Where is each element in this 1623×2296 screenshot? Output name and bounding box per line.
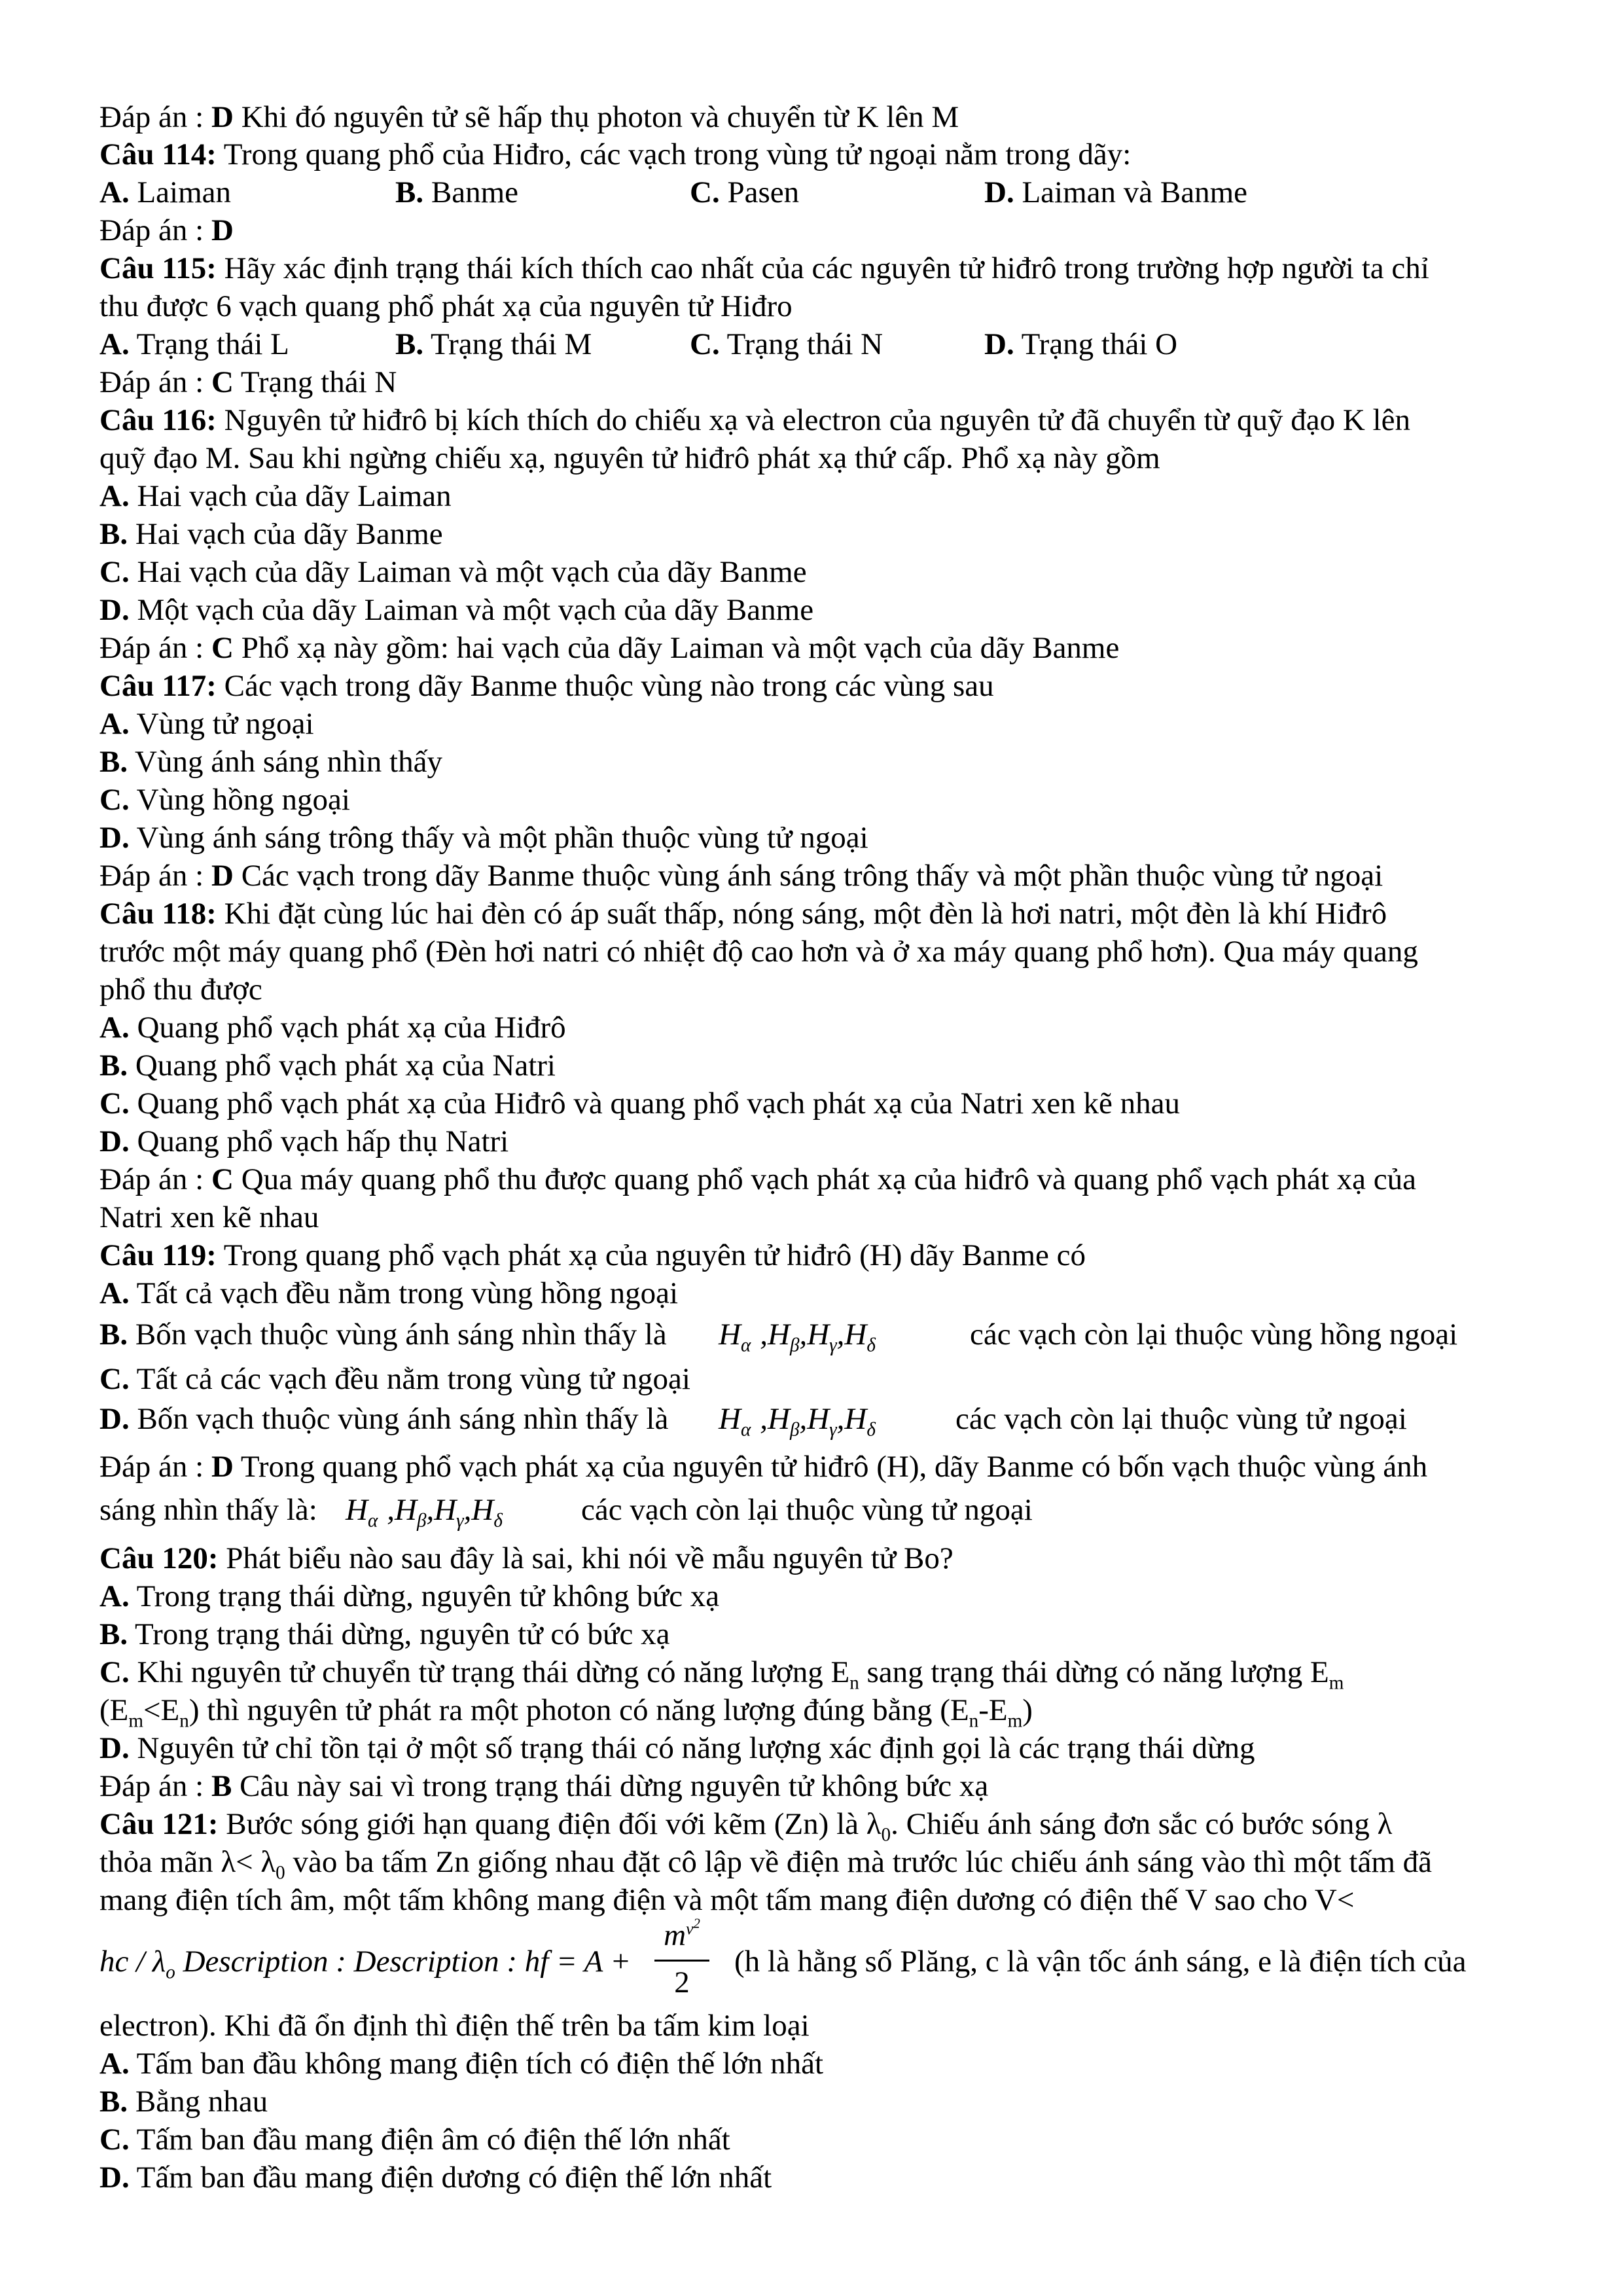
option-b: B. Quang phổ vạch phát xạ của Natri xyxy=(99,1049,556,1083)
question-121-line2: thỏa mãn $\lambda< \lambda_0$ vào ba tấm Zn giống nhau đặt cô lập về điện mà trước lúc chiếu ánh sáng vào thì một tấm đã xyxy=(99,1845,1432,1884)
option-a: A. Vùng tử ngoại xyxy=(99,707,314,741)
question-114 xyxy=(99,135,1131,173)
answer-120: Đáp án : B Câu này sai vì trong trạng thái dừng nguyên tử không bức xạ xyxy=(99,1769,989,1803)
question-117: Câu 117: Các vạch trong dãy Banme thuộc vùng nào trong các vùng sau xyxy=(99,669,994,703)
answer-letter: D xyxy=(211,100,234,134)
option-a: A. Tấm ban đầu không mang điện tích có điện thế lớn nhất xyxy=(99,2047,824,2081)
fraction-denominator: 2 xyxy=(674,1965,690,2000)
option-b: B. Vùng ánh sáng nhìn thấy xyxy=(99,745,442,779)
answer-119-line2: sáng nhìn thấy là: xyxy=(99,1493,317,1527)
question-121-line3: mang điện tích âm, một tấm không mang điện và một tấm mang điện dương có điện thế V sao cho V< xyxy=(99,1883,1355,1917)
photoelectric-formula: hc / $\lambda_o$ Description : Description : hf = A + xyxy=(99,1945,631,1983)
option-a: A. Trong trạng thái dừng, nguyên tử không bức xạ xyxy=(99,1579,720,1613)
option-c: C. Trạng thái N xyxy=(690,327,883,361)
option-c-line2: $(E_m<E_n)$ thì nguyên tử phát ra một photon có năng lượng đúng bằng $(E_n-E_m)$ xyxy=(99,1693,1033,1732)
option-c: C. Tất cả các vạch đều nằm trong vùng tử ngoại xyxy=(99,1362,690,1396)
question-115-line2: thu được 6 vạch quang phổ phát xạ của nguyên tử Hiđro xyxy=(99,289,793,323)
question-121: Câu 121: Bước sóng giới hạn quang điện đối với kẽm (Zn) là $\lambda_0$. Chiếu ánh sáng đơn sắc có bước sóng λ xyxy=(99,1807,1393,1846)
h-lines-formula: $H_\alpha$ $,H_\beta,H_\gamma,H_\delta$ xyxy=(719,1402,876,1441)
option-b-tail: các vạch còn lại thuộc vùng hồng ngoại xyxy=(970,1318,1458,1352)
answer-text: Khi đó nguyên tử sẽ hấp thụ photon và chuyển từ K lên M xyxy=(233,100,959,134)
question-121-formula-tail: (h là hằng số Plăng, c là vận tốc ánh sáng, e là điện tích của xyxy=(734,1945,1467,1979)
option-b: B. Bốn vạch thuộc vùng ánh sáng nhìn thấy là xyxy=(99,1318,667,1352)
answer-118-line2: Natri xen kẽ nhau xyxy=(99,1200,319,1234)
option-b: B. Bằng nhau xyxy=(99,2085,268,2119)
option-a: A. Laiman xyxy=(99,175,232,209)
option-d-tail: các vạch còn lại thuộc vùng tử ngoại xyxy=(955,1402,1407,1436)
answer-119: Đáp án : D Trong quang phổ vạch phát xạ của nguyên tử hiđrô (H), dãy Banme có bốn vạch thuộc vùng ánh xyxy=(99,1450,1428,1484)
answer-119-tail: các vạch còn lại thuộc vùng tử ngoại xyxy=(581,1493,1033,1527)
option-d: D. Bốn vạch thuộc vùng ánh sáng nhìn thấy là xyxy=(99,1402,669,1436)
option-b: B. Hai vạch của dãy Banme xyxy=(99,517,443,551)
fraction-numerator: $m^{v^2}$ xyxy=(664,1916,700,1952)
option-d: D. Một vạch của dãy Laiman và một vạch của dãy Banme xyxy=(99,593,814,627)
question-120: Câu 120: Phát biểu nào sau đây là sai, khi nói về mẫu nguyên tử Bo? xyxy=(99,1541,954,1575)
option-d: D. Quang phổ vạch hấp thụ Natri xyxy=(99,1124,509,1158)
option-b: B. Trạng thái M xyxy=(395,327,592,361)
question-116-line2: quỹ đạo M. Sau khi ngừng chiếu xạ, nguyên tử hiđrô phát xạ thứ cấp. Phổ xạ này gồm xyxy=(99,441,1160,475)
question-116: Câu 116: Nguyên tử hiđrô bị kích thích do chiếu xạ và electron của nguyên tử đã chuyển từ quỹ đạo K lên xyxy=(99,403,1410,437)
intro-answer xyxy=(99,98,959,136)
option-c: C. Khi nguyên tử chuyển từ trạng thái dừng có năng lượng $E_n$ sang trạng thái dừng có năng lượng $E_m$ xyxy=(99,1655,1344,1694)
option-a: A. Tất cả vạch đều nằm trong vùng hồng ngoại xyxy=(99,1276,679,1310)
option-b: B. Banme xyxy=(395,175,518,209)
question-text: Trong quang phổ của Hiđro, các vạch trong vùng tử ngoại nằm trong dãy: xyxy=(216,137,1132,171)
question-115: Câu 115: Hãy xác định trạng thái kích thích cao nhất của các nguyên tử hiđrô trong trường hợp người ta chỉ xyxy=(99,251,1429,285)
option-a: A. Hai vạch của dãy Laiman xyxy=(99,479,452,513)
option-c: C. Pasen xyxy=(690,175,800,209)
option-c: C. Quang phổ vạch phát xạ của Hiđrô và quang phổ vạch phát xạ của Natri xen kẽ nhau xyxy=(99,1086,1180,1121)
option-c: C. Tấm ban đầu mang điện âm có điện thế lớn nhất xyxy=(99,2123,730,2157)
h-lines-formula: $H_\alpha$ $,H_\beta,H_\gamma,H_\delta$ xyxy=(719,1318,876,1356)
answer-116: Đáp án : C Phổ xạ này gồm: hai vạch của dãy Laiman và một vạch của dãy Banme xyxy=(99,631,1120,665)
question-label: Câu 114: xyxy=(99,137,217,171)
question-118-line3: phổ thu được xyxy=(99,973,262,1007)
answer-label: Đáp án : xyxy=(99,100,211,134)
question-118: Câu 118: Khi đặt cùng lúc hai đèn có áp suất thấp, nóng sáng, một đèn là hơi natri, một đèn là khí Hiđrô xyxy=(99,897,1387,931)
question-119: Câu 119: Trong quang phổ vạch phát xạ của nguyên tử hiđrô (H) dãy Banme có xyxy=(99,1238,1086,1272)
fraction-bar xyxy=(654,1960,709,1962)
question-118-line2: trước một máy quang phổ (Đèn hơi natri có nhiệt độ cao hơn và ở xa máy quang phổ hơn). Qua máy quang xyxy=(99,935,1418,969)
question-121-line5: electron). Khi đã ổn định thì điện thế trên ba tấm kim loại xyxy=(99,2009,810,2043)
answer-114: Đáp án : D xyxy=(99,213,234,247)
option-d: D. Tấm ban đầu mang điện dương có điện thế lớn nhất xyxy=(99,2161,772,2195)
option-c: C. Vùng hồng ngoại xyxy=(99,783,350,817)
option-d: D. Vùng ánh sáng trông thấy và một phần thuộc vùng tử ngoại xyxy=(99,821,868,855)
answer-118: Đáp án : C Qua máy quang phổ thu được quang phổ vạch phát xạ của hiđrô và quang phổ vạch phát xạ của xyxy=(99,1162,1417,1196)
option-d: D. Laiman và Banme xyxy=(984,175,1247,209)
option-a: A. Trạng thái L xyxy=(99,327,289,361)
h-lines-formula: $H_\alpha$ $,H_\beta,H_\gamma,H_\delta$ xyxy=(346,1493,503,1532)
option-b: B. Trong trạng thái dừng, nguyên tử có bức xạ xyxy=(99,1617,670,1651)
option-d: D. Nguyên tử chỉ tồn tại ở một số trạng thái có năng lượng xác định gọi là các trạng thái dừng xyxy=(99,1731,1255,1765)
answer-117: Đáp án : D Các vạch trong dãy Banme thuộc vùng ánh sáng trông thấy và một phần thuộc vùng tử ngoại xyxy=(99,859,1383,893)
answer-115: Đáp án : C Trạng thái N xyxy=(99,365,397,399)
option-c: C. Hai vạch của dãy Laiman và một vạch của dãy Banme xyxy=(99,555,807,589)
option-d: D. Trạng thái O xyxy=(984,327,1178,361)
option-a: A. Quang phổ vạch phát xạ của Hiđrô xyxy=(99,1011,566,1045)
